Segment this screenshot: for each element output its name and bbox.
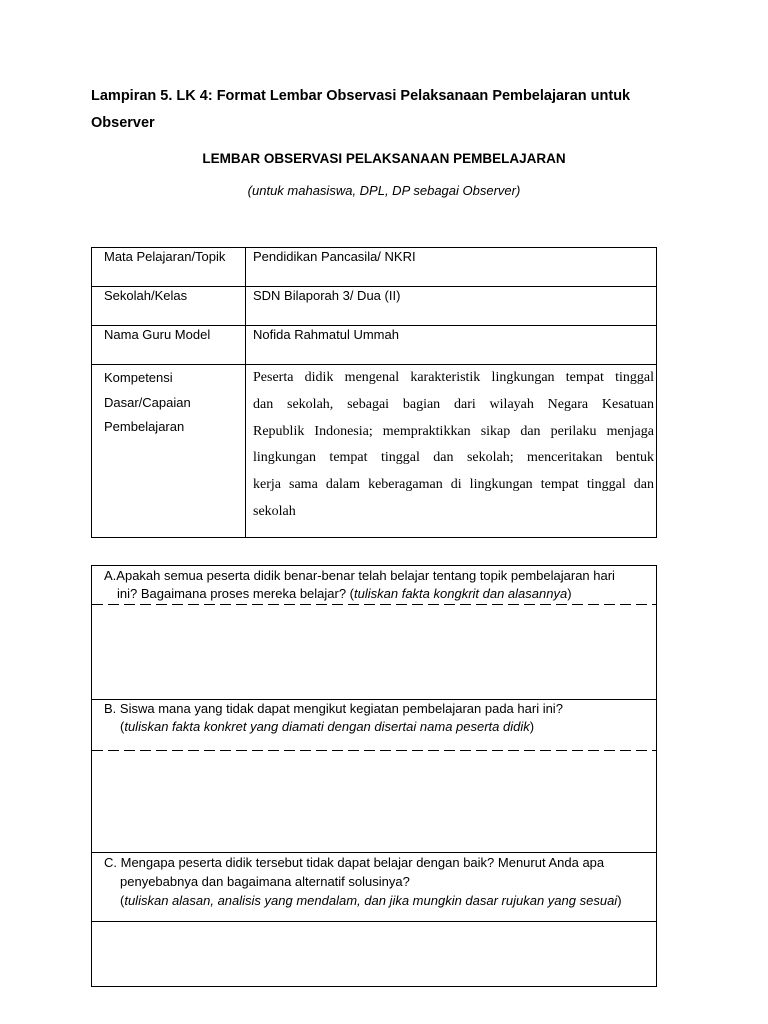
kompetensi-line: lingkungan tempat tinggal dan sekolah; menceritakan bentuk (253, 450, 654, 466)
question-b-instruction: tuliskan fakta konkret yang diamati dengan disertai nama peserta didik (124, 719, 530, 734)
question-a-marker: A. (104, 568, 117, 583)
sekolah-kelas-value: SDN Bilaporah 3/ Dua (II) (246, 287, 657, 326)
question-c-close: ) (617, 893, 622, 908)
question-c-open: ( (120, 893, 125, 908)
question-a-text-2: ini? Bagaimana proses mereka belajar? ( (117, 586, 355, 601)
question-a-instruction: tuliskan fakta kongkrit dan alasannya (354, 586, 568, 601)
table-row (92, 365, 657, 538)
question-c-line-1 (104, 853, 650, 872)
question-c-instruction: tuliskan alasan, analisis yang mendalam, dan jika mungkin dasar rujukan yang sesuai (124, 893, 618, 908)
question-b-line-1 (104, 700, 650, 718)
kompetensi-label-line: Pembelajaran (104, 419, 185, 434)
mata-pelajaran-value: Pendidikan Pancasila/ NKRI (246, 248, 657, 287)
question-b-open: ( (120, 719, 125, 734)
question-b-close: ) (529, 719, 535, 734)
question-c-line-2: penyebabnya dan bagaimana alternatif solusinya? (120, 874, 410, 889)
question-c-line-3 (104, 891, 650, 910)
question-c-text: Mengapa peserta didik tersebut tidak dapat belajar dengan baik? Menurut Anda apa (120, 855, 605, 870)
document-heading (91, 83, 691, 137)
question-a (104, 567, 650, 603)
kompetensi-line: Peserta didik mengenal karakteristik lingkungan tempat tinggal (253, 370, 654, 385)
nama-guru-label: Nama Guru Model (92, 326, 246, 365)
kompetensi-value (246, 365, 657, 538)
question-c-marker: C. (104, 855, 117, 870)
question-b-marker: B. (104, 701, 117, 716)
question-b (104, 700, 650, 736)
kompetensi-line: Republik Indonesia; mempraktikkan sikap dan perilaku menjaga (253, 423, 654, 439)
question-b-line-2 (104, 718, 650, 736)
mata-pelajaran-label: Mata Pelajaran/Topik (92, 248, 246, 287)
observation-questions-box (91, 565, 657, 987)
sekolah-kelas-label: Sekolah/Kelas (92, 287, 246, 326)
kompetensi-label-line: Kompetensi (104, 370, 173, 385)
question-a-line-1 (104, 567, 650, 585)
kompetensi-line: kerja sama dalam keberagaman di lingkungan tempat tinggal dan (253, 477, 654, 493)
table-row (92, 326, 657, 365)
kompetensi-label-line: Dasar/Capaian (104, 394, 191, 410)
info-table (91, 247, 657, 538)
question-a-close: ) (567, 586, 572, 601)
kompetensi-line: dan sekolah, sebagai bagian dari wilayah Negara Kesatuan (253, 396, 654, 412)
kompetensi-paragraph (253, 365, 656, 526)
question-a-text: Apakah semua peserta didik benar-benar telah belajar tentang topik pembelajaran hari (116, 568, 615, 583)
answer-area-c[interactable] (92, 922, 656, 985)
kompetensi-line: sekolah (253, 503, 296, 519)
kompetensi-label (92, 365, 246, 538)
answer-area-a[interactable] (92, 605, 656, 699)
table-row (92, 287, 657, 326)
heading-line-2: Observer (91, 115, 155, 131)
heading-line-1: Lampiran 5. LK 4: Format Lembar Observasi Pelaksanaan Pembelajaran untuk (91, 88, 631, 104)
form-subtitle: (untuk mahasiswa, DPL, DP sebagai Observer) (247, 183, 521, 198)
form-title: LEMBAR OBSERVASI PELAKSANAAN PEMBELAJARAN (202, 151, 566, 166)
answer-area-b[interactable] (92, 751, 656, 851)
table-row (92, 248, 657, 287)
question-a-line-2 (104, 585, 650, 603)
question-b-text: Siswa mana yang tidak dapat mengikut kegiatan pembelajaran pada hari ini? (119, 701, 563, 716)
nama-guru-value: Nofida Rahmatul Ummah (246, 326, 657, 365)
question-c (104, 853, 650, 910)
